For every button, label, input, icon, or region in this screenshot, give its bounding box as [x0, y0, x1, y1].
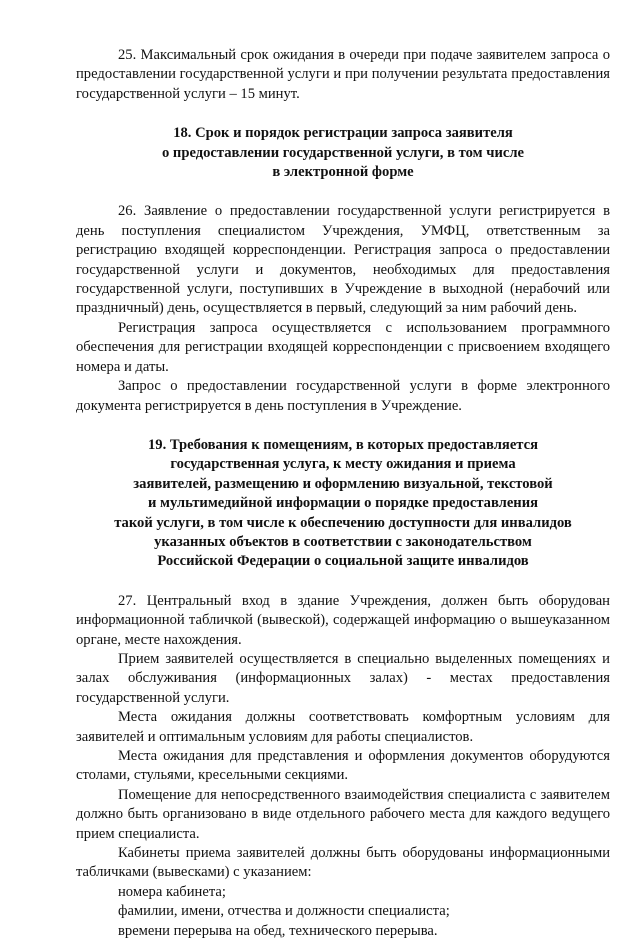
section-18-heading — [76, 124, 610, 182]
heading-line: заявителей, размещению и оформлению визуальной, текстовой — [133, 475, 553, 492]
section-19-heading — [76, 436, 610, 572]
heading-line: 19. Требования к помещениям, в которых предоставляется — [147, 436, 539, 453]
paragraph-27-waiting: Места ожидания должны соответствовать комфортным условиям для заявителей и оптимальным условиям для работы специалистов. — [76, 709, 610, 745]
paragraph-26-electronic: Запрос о предоставлении государственной услуги в форме электронного документа регистрируется в день поступления в Учреждение. — [76, 378, 610, 414]
paragraph-27: 27. Центральный вход в здание Учреждения, должен быть оборудован информационной табличкой (вывеской), содержащей информацию о вышеуказанном органе, месте нахождения. — [76, 592, 610, 648]
list-item: фамилии, имени, отчества и должности специалиста; — [118, 903, 450, 920]
paragraph-27-signs: Кабинеты приема заявителей должны быть оборудованы информационными табличками (вывесками) с указанием: — [76, 845, 610, 881]
heading-line: Российской Федерации о социальной защите инвалидов — [157, 553, 529, 570]
list-item: времени перерыва на обед, технического перерыва. — [118, 922, 438, 939]
heading-line: о предоставлении государственной услуги, в том числе — [161, 144, 524, 161]
heading-line: и мультимедийной информации о порядке предоставления — [147, 495, 539, 512]
paragraph-27-furniture: Места ожидания для представления и оформления документов оборудуются столами, стульями, кресельными секциями. — [76, 748, 610, 784]
heading-line: такой услуги, в том числе к обеспечению доступности для инвалидов — [114, 514, 572, 531]
list-item: номера кабинета; — [118, 883, 226, 900]
document-page — [76, 46, 610, 941]
heading-line: в электронной форме — [272, 164, 414, 181]
heading-line: государственная услуга, к месту ожидания и приема — [170, 456, 516, 473]
paragraph-26: 26. Заявление о предоставлении государственной услуги регистрируется в день поступления специалистом Учреждения, УМФЦ, ответственным за регистрацию входящей корреспонденции. Регистрация запроса о предоставлении государственной услуги и документов, необходимых для предоставления государственной услуги, поступивших в Учреждение в выходной (нерабочий или праздничный) день, осуществляется в первый, следующий за ним рабочий день. — [76, 203, 610, 317]
heading-line: указанных объектов в соответствии с законодательством — [154, 533, 532, 550]
paragraph-26-registration: Регистрация запроса осуществляется с использованием программного обеспечения для регистрации входящей корреспонденции с присвоением входящего номера и даты. — [76, 319, 610, 375]
paragraph-25: 25. Максимальный срок ожидания в очереди при подаче заявителем запроса о предоставлении государственной услуги и при получении результата предоставления государственной услуги – 15 минут. — [76, 47, 610, 102]
heading-line: 18. Срок и порядок регистрации запроса заявителя — [173, 125, 513, 142]
paragraph-27-workplace: Помещение для непосредственного взаимодействия специалиста с заявителем должно быть организовано в виде отдельного рабочего места для каждого ведущего прием специалиста. — [76, 786, 610, 842]
paragraph-27-reception: Прием заявителей осуществляется в специально выделенных помещениях и залах обслуживания (информационных залах) - местах предоставления государственной услуги. — [76, 650, 610, 706]
